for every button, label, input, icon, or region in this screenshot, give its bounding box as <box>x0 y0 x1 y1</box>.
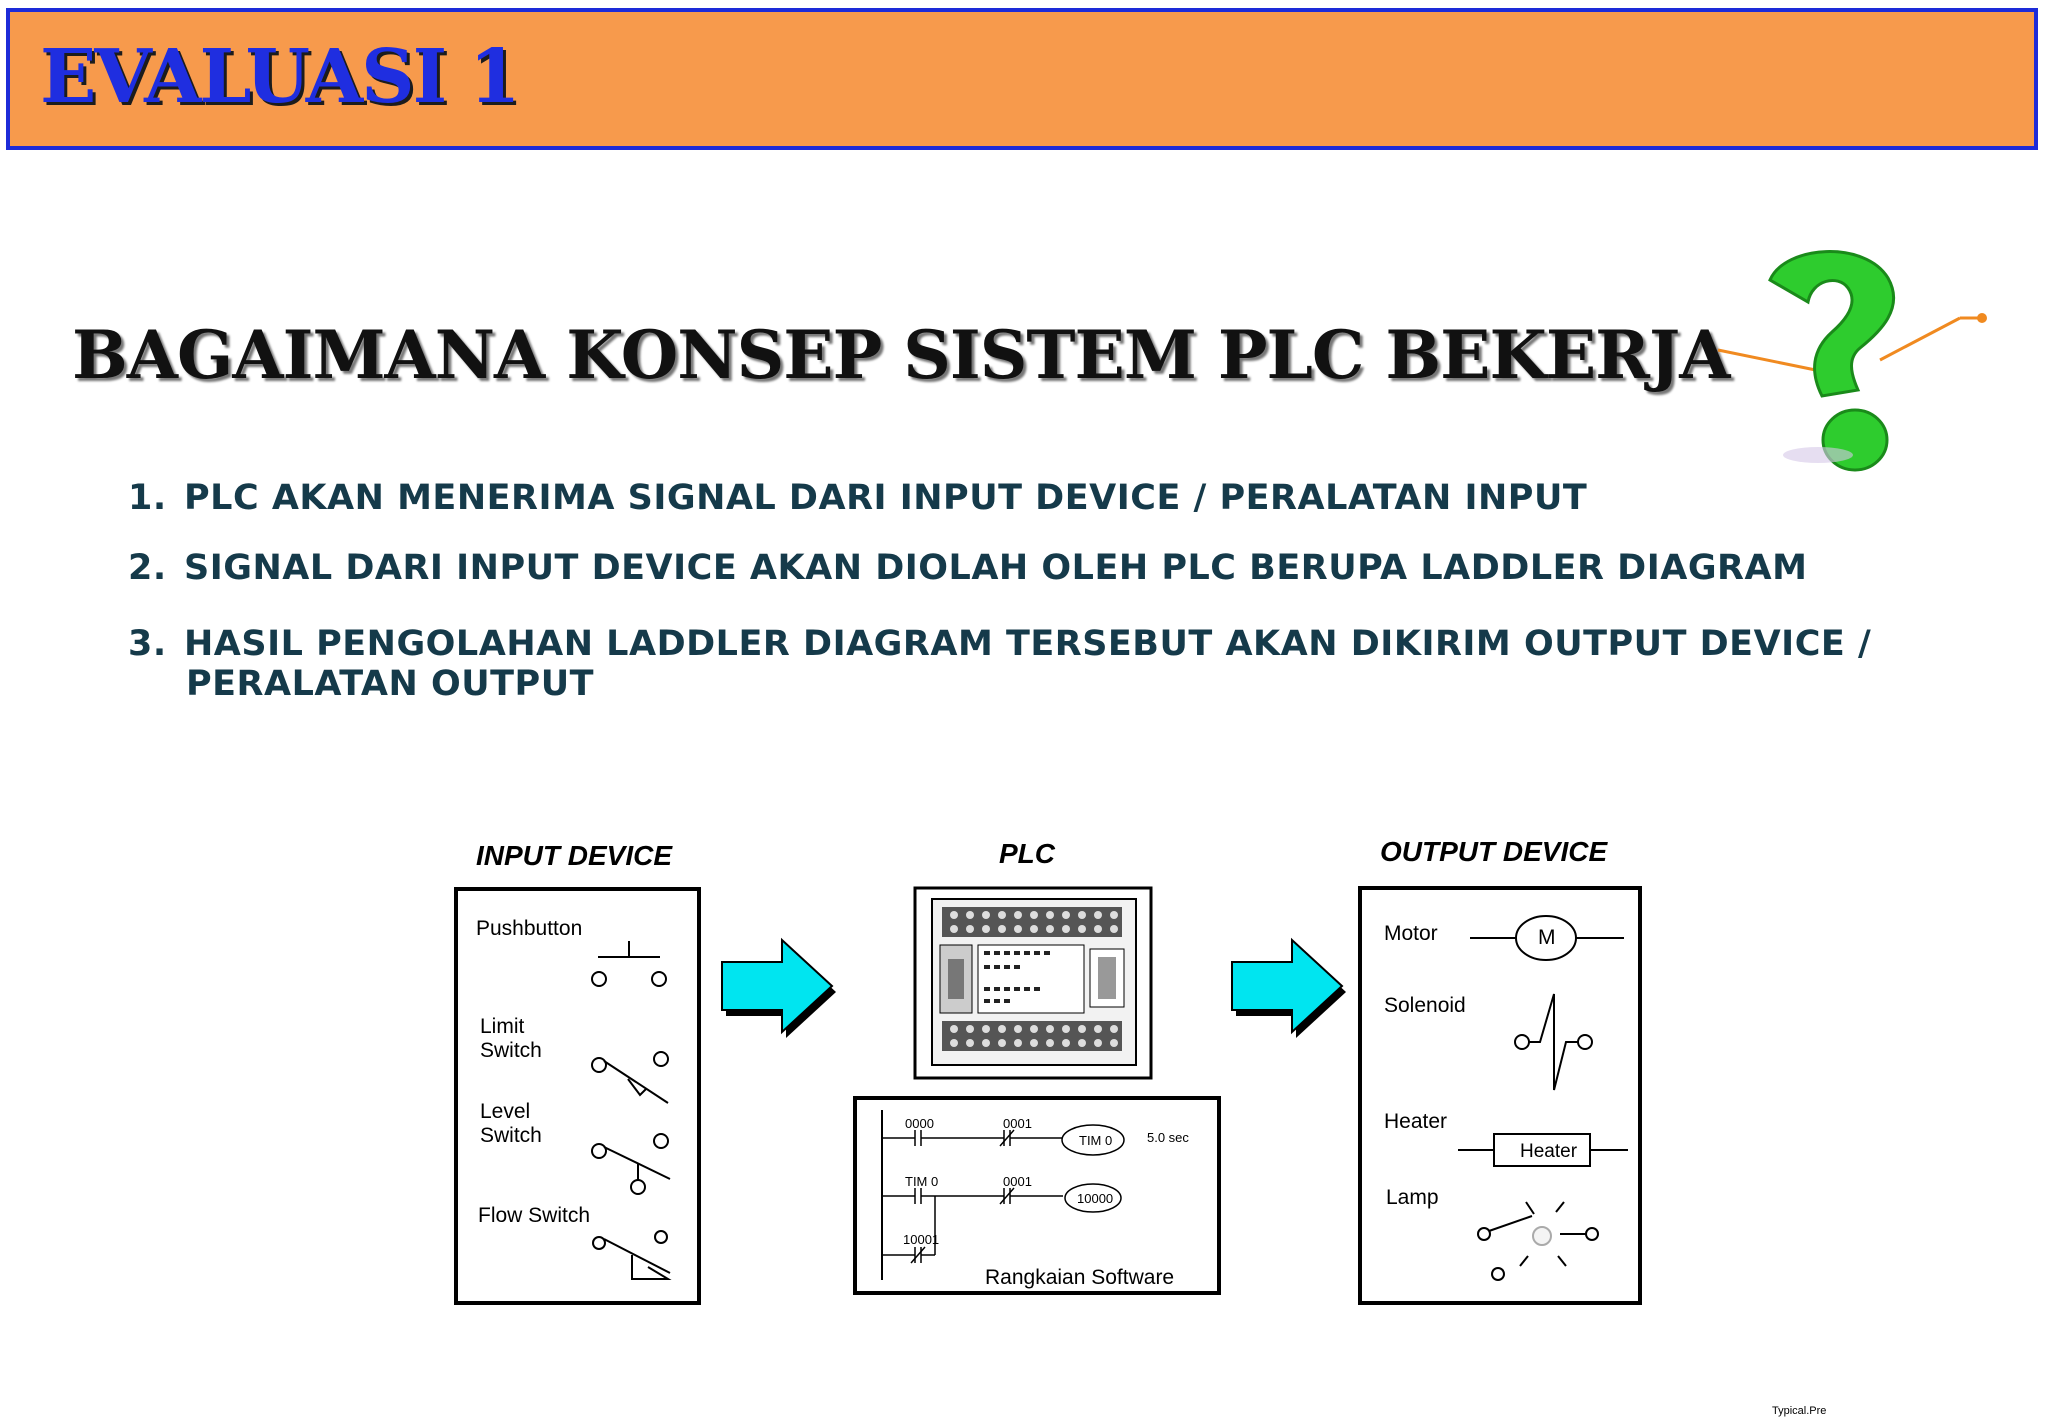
arrow-right-icon <box>1232 940 1348 1040</box>
heater-box-label: Heater <box>1520 1141 1578 1162</box>
heater-label: Heater <box>1384 1110 1448 1133</box>
motor-symbol-label: M <box>1538 926 1556 949</box>
title-banner <box>6 8 2038 150</box>
solenoid-label: Solenoid <box>1384 994 1466 1017</box>
arrow-right-icon <box>722 940 838 1040</box>
software-caption: Rangkaian Software <box>985 1266 1175 1289</box>
flow-switch-label: Flow Switch <box>478 1204 591 1227</box>
ladder-contact-label: 0001 <box>1003 1116 1032 1131</box>
slide-title: EVALUASI 1 <box>40 34 519 120</box>
ladder-contact-label: 0001 <box>1003 1174 1032 1189</box>
input-device-title: INPUT DEVICE <box>476 840 673 871</box>
limit-switch-label-1: Limit <box>480 1015 525 1038</box>
pushbutton-symbol <box>588 939 688 999</box>
input-device-box <box>454 887 701 1305</box>
level-switch-symbol <box>588 1123 688 1203</box>
lamp-label: Lamp <box>1386 1186 1439 1209</box>
plc-title: PLC <box>999 838 1055 869</box>
pushbutton-label: Pushbutton <box>476 917 583 940</box>
headline: BAGAIMANA KONSEP SISTEM PLC BEKERJA <box>72 316 1730 394</box>
level-switch-label-2: Switch <box>480 1124 542 1147</box>
lamp-symbol <box>1472 1196 1622 1296</box>
solenoid-symbol <box>1510 990 1610 1100</box>
output-device-title: OUTPUT DEVICE <box>1380 836 1608 867</box>
footer-note: Typical.Pre <box>1772 1405 1827 1417</box>
limit-switch-symbol <box>588 1041 688 1111</box>
ladder-coil-label: 10000 <box>1077 1191 1114 1206</box>
question-mark-icon <box>1700 240 2000 500</box>
plc-unit-image <box>914 887 1152 1079</box>
ladder-timer-setting: 5.0 sec <box>1147 1130 1189 1145</box>
ladder-contact-label: 10001 <box>903 1232 940 1247</box>
list-item: 2. SIGNAL DARI INPUT DEVICE AKAN DIOLAH OLEH PLC BERUPA LADDLER DIAGRAM <box>128 548 1808 588</box>
limit-switch-label-2: Switch <box>480 1039 542 1062</box>
ladder-diagram-box <box>853 1096 1221 1295</box>
level-switch-label-1: Level <box>480 1100 531 1123</box>
ladder-contact-label: 0000 <box>905 1116 934 1131</box>
list-item: 1. PLC AKAN MENERIMA SIGNAL DARI INPUT DEVICE / PERALATAN INPUT <box>128 478 1588 518</box>
ladder-contact-label: TIM 0 <box>905 1174 939 1189</box>
ladder-coil-label: TIM 0 <box>1079 1133 1113 1148</box>
output-device-box <box>1358 886 1642 1305</box>
motor-label: Motor <box>1384 922 1438 945</box>
list-item: 3. HASIL PENGOLAHAN LADDLER DIAGRAM TERSEBUT AKAN DIKIRIM OUTPUT DEVICE / PERALATAN OUTPUT <box>128 624 1872 704</box>
flow-switch-symbol <box>588 1221 688 1291</box>
